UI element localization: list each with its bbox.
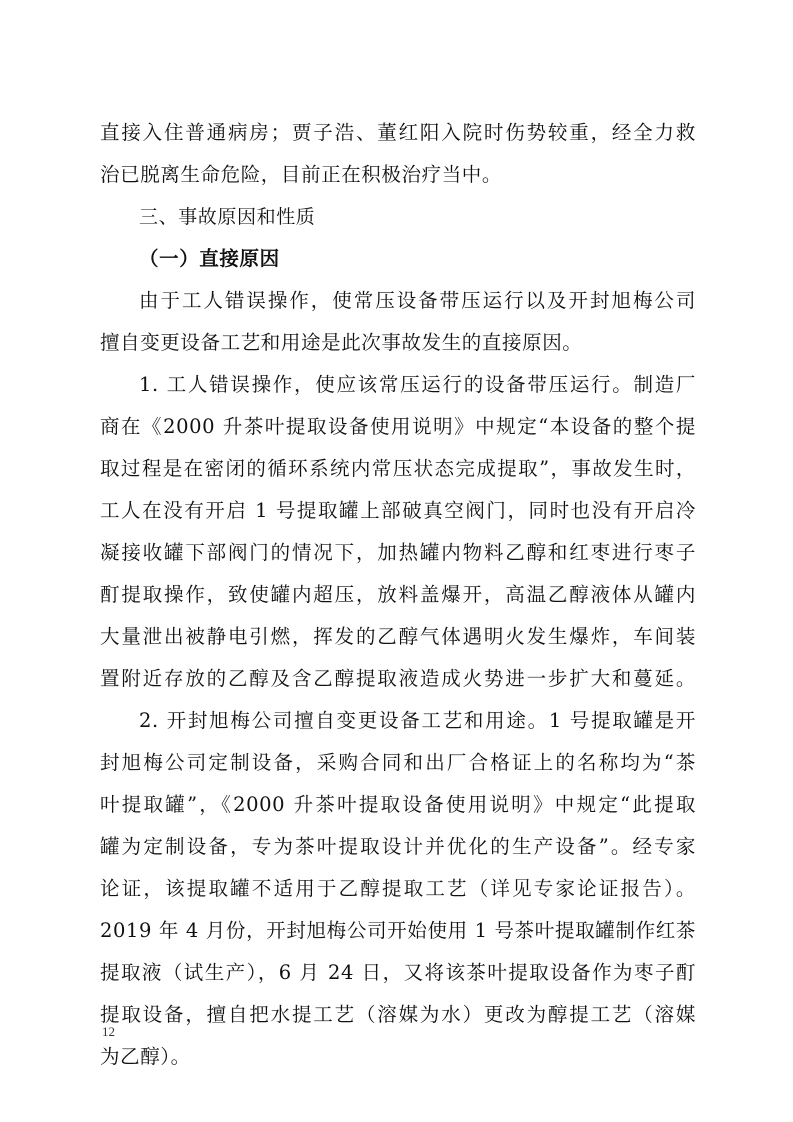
text-line: 治已脱离生命危险，目前正在积极治疗当中。: [100, 163, 503, 186]
text-line: 大量泄出被静电引燃，挥发的乙醇气体遇明火发生爆炸，车间装: [100, 625, 696, 648]
subsection-heading: （一）直接原因: [139, 247, 280, 270]
text-line: 工人在没有开启 1 号提取罐上部破真空阀门，同时也没有开启冷: [100, 499, 696, 522]
text-line: 2. 开封旭梅公司擅自变更设备工艺和用途。1 号提取罐是开: [139, 709, 696, 732]
text-line: 封旭梅公司定制设备，采购合同和出厂合格证上的名称均为“茶: [100, 751, 696, 774]
text-line: 擅自变更设备工艺和用途是此次事故发生的直接原因。: [100, 331, 583, 354]
text-line: 商在《2000 升茶叶提取设备使用说明》中规定“本设备的整个提: [100, 415, 696, 438]
text-line: 酊提取操作，致使罐内超压，放料盖爆开，高温乙醇液体从罐内: [100, 583, 696, 606]
text-line: 2019 年 4 月份，开封旭梅公司开始使用 1 号茶叶提取罐制作红茶: [100, 919, 696, 942]
section-heading: 三、事故原因和性质: [139, 206, 316, 228]
text-line: 由于工人错误操作，使常压设备带压运行以及开封旭梅公司: [139, 289, 696, 312]
text-line: 提取液（试生产），6 月 24 日，又将该茶叶提取设备作为枣子酊: [100, 961, 696, 984]
text-line: 叶提取罐”，《2000 升茶叶提取设备使用说明》中规定“此提取: [100, 793, 696, 816]
text-line: 罐为定制设备，专为茶叶提取设计并优化的生产设备”。经专家: [100, 835, 696, 858]
text-line: 凝接收罐下部阀门的情况下，加热罐内物料乙醇和红枣进行枣子: [100, 541, 696, 564]
text-line: 为乙醇）。: [100, 1045, 191, 1068]
text-line: 置附近存放的乙醇及含乙醇提取液造成火势进一步扩大和蔓延。: [100, 667, 696, 690]
text-line: 1. 工人错误操作，使应该常压运行的设备带压运行。制造厂: [139, 373, 696, 396]
text-line: 直接入住普通病房；贾子浩、董红阳入院时伤势较重，经全力救: [100, 121, 696, 144]
text-line: 提取设备，擅自把水提工艺（溶媒为水）更改为醇提工艺（溶媒: [100, 1003, 696, 1026]
text-line: 取过程是在密闭的循环系统内常压状态完成提取”，事故发生时，: [100, 457, 696, 480]
page-number: 12: [102, 1024, 115, 1039]
text-line: 论证，该提取罐不适用于乙醇提取工艺（详见专家论证报告）。: [100, 877, 696, 900]
